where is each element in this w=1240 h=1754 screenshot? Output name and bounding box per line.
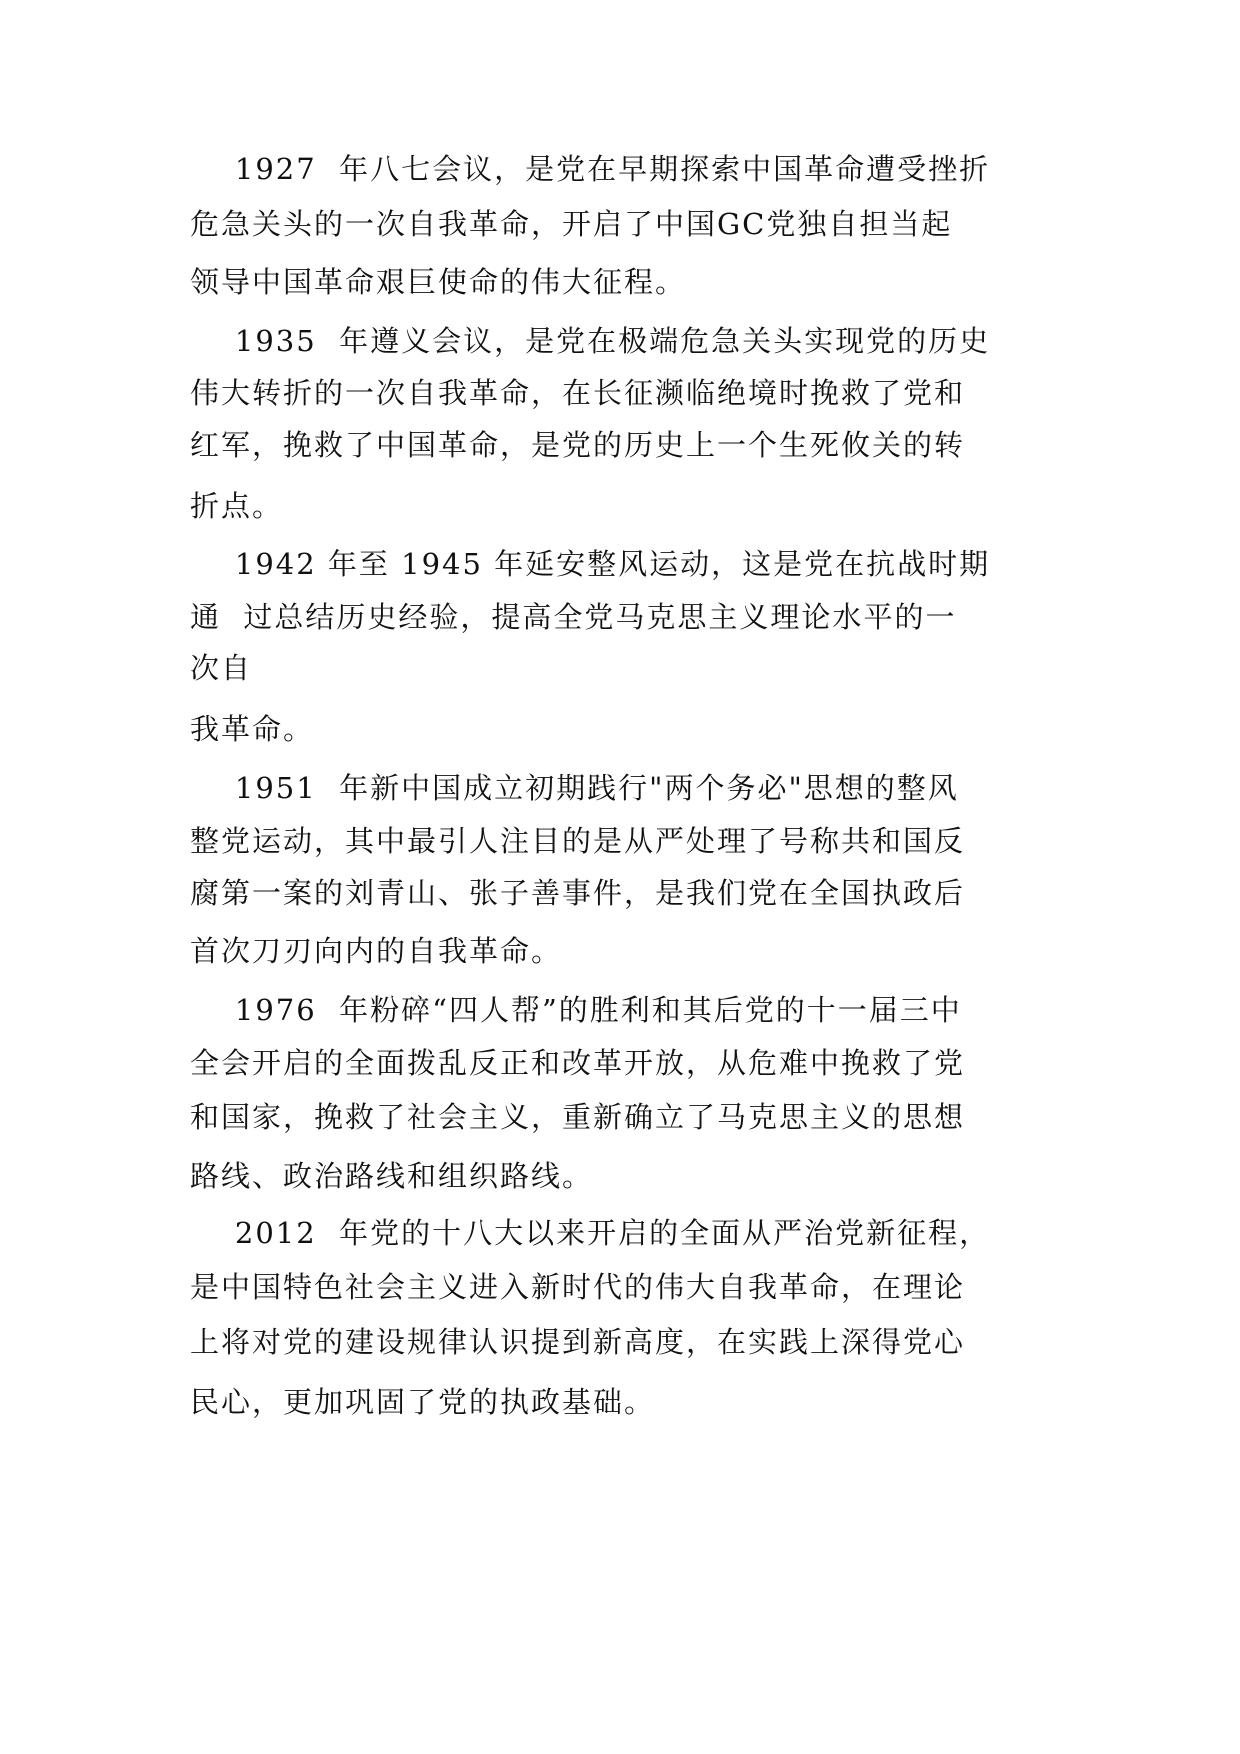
paragraph-2-line-4: 折点。: [190, 489, 284, 523]
paragraph-1-line-3: 领导中国革命艰巨使命的伟大征程。: [190, 265, 687, 299]
paragraph-4-line-1: 1951 年新中国成立初期践行"两个务必"思想的整风: [190, 771, 959, 805]
paragraph-1-line-1: 1927 年八七会议，是党在早期探索中国革命遭受挫折: [190, 152, 991, 186]
paragraph-6-line-2: 是中国特色社会主义进入新时代的伟大自我革命，在理论: [190, 1270, 966, 1304]
paragraph-4-line-4: 首次刀刃向内的自我革命。: [190, 934, 563, 968]
paragraph-5-line-1: 1976 年粉碎“四人帮”的胜利和其后党的十一届三中: [190, 993, 962, 1027]
paragraph-2-line-2: 伟大转折的一次自我革命，在长征濒临绝境时挽救了党和: [190, 376, 966, 410]
paragraph-5-line-2: 全会开启的全面拨乱反正和改革开放，从危难中挽救了党: [190, 1046, 966, 1080]
paragraph-3-line-3: 次自: [190, 651, 253, 685]
paragraph-3-line-1: 1942 年至 1945 年延安整风运动，这是党在抗战时期: [190, 547, 991, 581]
paragraph-6-line-4: 民心，更加巩固了党的执政基础。: [190, 1385, 656, 1419]
paragraph-5-line-4: 路线、政治路线和组织路线。: [190, 1159, 594, 1193]
paragraph-4-line-2: 整党运动，其中最引人注目的是从严处理了号称共和国反: [190, 824, 966, 858]
paragraph-3-line-2: 通 过总结历史经验，提高全党马克思主义理论水平的一: [190, 600, 957, 634]
paragraph-2-line-1: 1935 年遵义会议，是党在极端危急关头实现党的历史: [190, 324, 991, 358]
paragraph-2-line-3: 红军，挽救了中国革命，是党的历史上一个生死攸关的转: [190, 428, 966, 462]
paragraph-6-line-1: 2012 年党的十八大以来开启的全面从严治党新征程，: [190, 1216, 991, 1250]
paragraph-1-line-2: 危急关头的一次自我革命，开启了中国GC党独自担当起: [190, 207, 953, 241]
paragraph-6-line-3: 上将对党的建设规律认识提到新高度，在实践上深得党心: [190, 1325, 966, 1359]
paragraph-4-line-3: 腐第一案的刘青山、张子善事件，是我们党在全国执政后: [190, 876, 966, 910]
paragraph-5-line-3: 和国家，挽救了社会主义，重新确立了马克思主义的思想: [190, 1100, 966, 1134]
paragraph-3-line-4: 我革命。: [190, 712, 315, 746]
